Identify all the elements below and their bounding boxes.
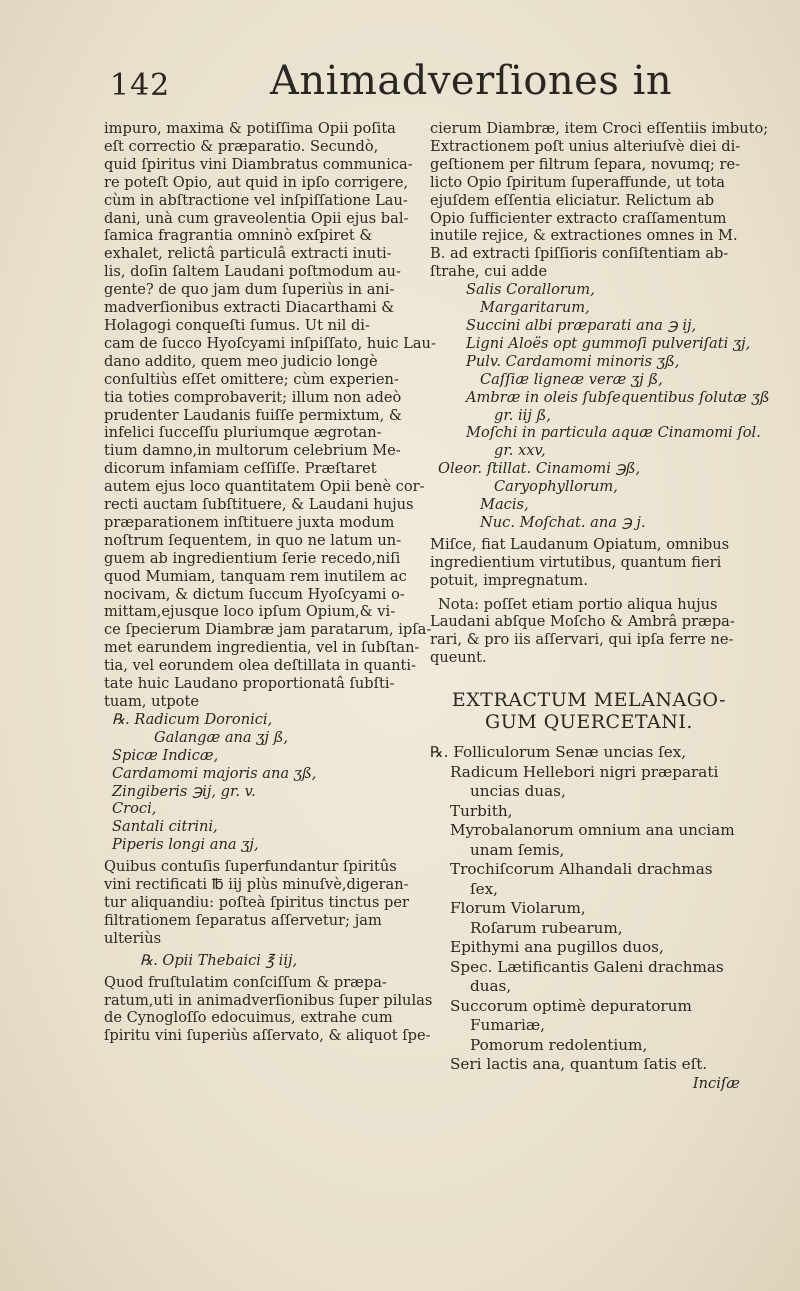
recipe-line: Pomorum redolentium, <box>470 1035 648 1054</box>
text-line: guem ab ingredientium ſerie recedo,niſi <box>104 549 401 567</box>
text-line: tia, vel eorundem olea deſtillata in quanti- <box>104 657 416 675</box>
section-heading-line1: EXTRACTUM MELANAGO- <box>451 689 727 712</box>
text-line: B. ad extracti ſpiſſioris conſiſtentiam ab- <box>430 245 729 263</box>
text-line: Salis Corallorum, <box>466 281 595 299</box>
right-column <box>430 120 770 1093</box>
text-line: Miſce, fiat Laudanum Opiatum, omnibus <box>430 535 730 553</box>
text-line: ſamica fragrantia omninò exſpiret & <box>104 227 373 245</box>
text-line: Caſſiæ ligneæ veræ ʒj ß, <box>480 370 663 388</box>
recipe-line: duas, <box>470 977 512 996</box>
section-heading <box>430 689 748 733</box>
text-line: madverſionibus extracti Diacarthami & <box>104 299 395 317</box>
text-line: de Cynogloſſo edocuimus, extrahe cum <box>104 1009 393 1027</box>
text-line: vini rectificati ℔ iij plùs minuſvè,digeran- <box>104 876 409 894</box>
text-line: infelici ſucceſſu pluriumque ægrotan- <box>104 424 382 442</box>
recipe-list <box>430 743 748 1075</box>
text-line: met earundem ingredientia, vel in ſubſtan- <box>104 639 420 657</box>
text-line: quid ſpiritus vini Diambratus communica- <box>104 155 413 173</box>
text-line: ℞. Radicum Doronici, <box>112 710 273 728</box>
text-line: Zingiberis ℈ij, gr. v. <box>112 782 256 800</box>
text-line: Margaritarum, <box>480 299 590 317</box>
text-line: dani, unà cum graveolentia Opii ejus bal- <box>104 209 409 227</box>
text-line: Oleor. ſtillat. Cinamomi ℈ß, <box>438 460 641 478</box>
text-line: Ligni Aloës opt gummoſi pulveriſati ʒj, <box>466 334 751 352</box>
text-line: Ambræ in oleis ſubſequentibus ſolutæ ʒß <box>466 388 770 406</box>
recipe-line: Seri lactis ana, quantum ſatis eſt. <box>450 1055 708 1074</box>
text-line: gente? de quo jam dum ſuperiùs in ani- <box>104 281 395 299</box>
recipe-line: ſex, <box>470 879 499 898</box>
text-line: Pulv. Cardamomi minoris ʒß, <box>466 352 680 370</box>
text-line: tur aliquandiu: poſteà ſpiritus tinctus per <box>104 893 409 911</box>
text-line: mittam,ejusque loco ipſum Opium,& vi- <box>104 603 396 621</box>
text-line: gr. iij ß, <box>494 406 551 424</box>
text-line: cam de ſucco Hyoſcyami inſpiſſato, huic Lau- <box>104 334 436 352</box>
text-line: ſtrahe, cui adde <box>430 263 548 281</box>
recipe-line: ℞. Folliculorum Senæ uncias ſex, <box>430 743 687 762</box>
text-line: noſtrum ſequentem, in quo ne latum un- <box>104 531 402 549</box>
text-line: impuro, maxima & potiſſima Opii poſita <box>104 120 396 137</box>
text-line: cierum Diambræ, item Croci eſſentiis imbuto; <box>430 120 769 137</box>
text-line: Quod fruſtulatim conſciſſum & præpa- <box>104 973 387 991</box>
text-line: exhalet, relictâ particulâ extracti inuti- <box>104 245 392 263</box>
section-heading-line2: GUM QUERCETANI. <box>485 711 693 734</box>
text-line: eſt correctio & præparatio. Secundò, <box>104 137 379 155</box>
text-line: Macis, <box>480 496 529 514</box>
recipe-line: Roſarum rubearum, <box>470 918 623 937</box>
text-line: recti auctam ſubſtituere, & Laudani hujus <box>104 496 414 514</box>
text-line: Croci, <box>112 800 157 818</box>
text-line: ingredientium virtutibus, quantum fieri <box>430 553 722 571</box>
left-column <box>104 120 436 1045</box>
recipe-line: Myrobalanorum omnium ana unciam <box>450 821 735 840</box>
text-line: ratum,uti in animadverſionibus ſuper pilulas <box>104 991 433 1009</box>
recipe-line: Fumariæ, <box>470 1016 545 1035</box>
text-line: Succini albi præparati ana ℈ ij, <box>466 316 697 334</box>
recipe-line: Turbith, <box>450 801 513 820</box>
recipe-line: Succorum optimè depuratorum <box>450 996 692 1015</box>
text-line: Caryophyllorum, <box>494 478 618 496</box>
recipe-line: Epithymi ana pugillos duos, <box>450 938 664 957</box>
text-line: Moſchi in particula aquæ Cinamomi ſol. <box>466 424 761 442</box>
recipe-line: unam ſemis, <box>470 840 565 859</box>
text-line: Nuc. Moſchat. ana ℈ j. <box>480 513 646 531</box>
text-line: ſpiritu vini ſuperiùs aſſervato, & aliquot ſpe- <box>104 1027 431 1045</box>
text-line: Laudani abſque Moſcho & Ambrâ præpa- <box>430 613 735 631</box>
text-line: conſultiùs eſſet omittere; cùm experien- <box>104 370 399 388</box>
text-line: geſtionem per filtrum ſepara, novumq; re- <box>430 155 741 173</box>
text-line: Extractionem poſt unius alteriuſvè diei di- <box>430 137 741 155</box>
text-line: ce ſpecierum Diambræ jam paratarum, ipſa- <box>104 621 432 639</box>
text-line: Quibus contuſis ſuperfundantur ſpiritûs <box>104 858 397 876</box>
text-line: tuam, utpote <box>104 693 199 710</box>
text-line: re poteſt Opio, aut quid in ipſo corrigere, <box>104 173 409 191</box>
text-line: licto Opio ſpiritum ſuperaffunde, ut tota <box>430 173 725 191</box>
text-line: filtrationem ſeparatus aſſervetur; jam <box>104 911 382 929</box>
text-line: gr. xxv, <box>494 442 546 460</box>
text-line: Spicæ Indicæ, <box>112 746 219 764</box>
text-line: tate huic Laudano proportionatâ ſubſti- <box>104 675 395 693</box>
running-head: Animadverſiones in <box>270 58 673 104</box>
text-line: quod Mumiam, tanquam rem inutilem ac <box>104 567 407 585</box>
text-line: Piperis longi ana ʒj, <box>112 836 259 854</box>
text-line: autem ejus loco quantitatem Opii benè cor- <box>104 478 425 496</box>
text-line: lis, doſin ſaltem Laudani poſtmodum au- <box>104 263 401 281</box>
recipe-line: Spec. Lætificantis Galeni drachmas <box>450 957 724 976</box>
text-line: præparationem inſtituere juxta modum <box>104 513 395 531</box>
catchword: Inciſæ <box>692 1074 740 1092</box>
text-line: Galangæ ana ʒj ß, <box>154 728 289 746</box>
text-line: potuit, impregnatum. <box>430 571 588 589</box>
text-line: tia toties comprobaverit; illum non adeò <box>104 388 402 406</box>
text-line: rari, & pro iis aſſervari, qui ipſa ferre ne- <box>430 631 734 649</box>
text-line: inutile rejice, & extractiones omnes in M. <box>430 227 738 245</box>
right-column-text <box>430 120 770 667</box>
text-line: Opio ſufficienter extracto craſſamentum <box>430 209 727 227</box>
text-line: Holagogi conqueſti ſumus. Ut nil di- <box>104 316 370 334</box>
recipe-line: Radicum Hellebori nigri præparati <box>450 762 719 781</box>
text-line: cùm in abſtractione vel inſpiſſatione Lau- <box>104 191 408 209</box>
text-line: tium damno,in multorum celebrium Me- <box>104 442 401 460</box>
recipe-line: Florum Violarum, <box>450 899 586 918</box>
text-line: dano addito, quem meo judicio longè <box>104 352 378 370</box>
text-line: ejuſdem eſſentia eliciatur. Relictum ab <box>430 191 715 209</box>
text-line: Santali citrini, <box>112 818 218 836</box>
page-number: 142 <box>110 68 171 103</box>
text-line: ulteriùs <box>104 929 162 947</box>
text-line: dicorum infamiam ceſſiſſe. Præſtaret <box>104 460 377 478</box>
text-line: Cardamomi majoris ana ʒß, <box>112 764 317 782</box>
recipe-line: Trochiſcorum Alhandali drachmas <box>450 860 713 879</box>
text-line: ℞. Opii Thebaici ℥ iij, <box>140 951 298 969</box>
text-line: nocivam, & dictum ſuccum Hyoſcyami o- <box>104 585 405 603</box>
text-line: prudenter Laudanis fuiſſe permixtum, & <box>104 406 402 424</box>
recipe-line: uncias duas, <box>470 782 566 801</box>
text-line: queunt. <box>430 649 487 667</box>
text-line: Nota: poſſet etiam portio aliqua hujus <box>438 595 718 613</box>
